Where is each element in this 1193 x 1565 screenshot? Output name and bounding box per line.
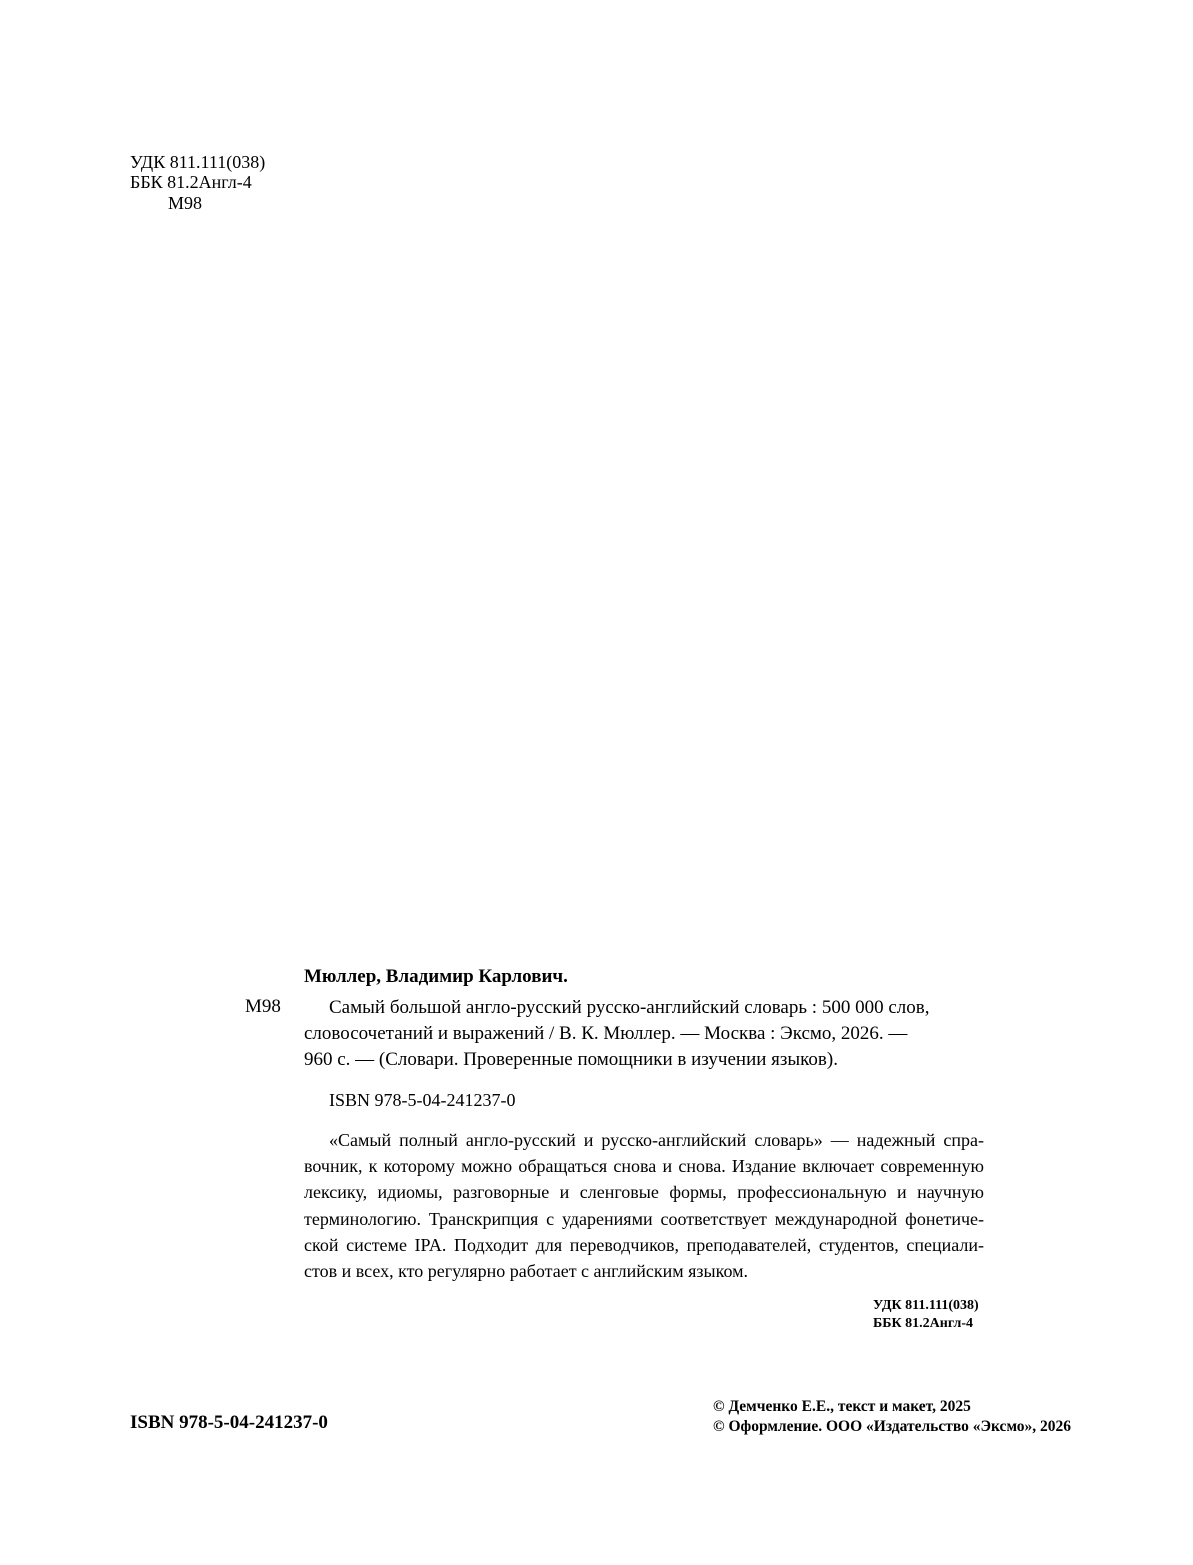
annotation-line: вочник, к которому можно обращаться снова и снова. Издание включает современную xyxy=(304,1156,984,1177)
annotation-line: терминологию. Транскрипция с ударениями соответствует международной фонетиче- xyxy=(304,1208,984,1229)
card-bbk-code: ББК 81.2Англ-4 xyxy=(873,1316,974,1331)
description-line: словосочетаний и выражений / В. К. Мюллер. — Москва : Эксмо, 2026. — xyxy=(304,1023,908,1044)
annotation-line: «Самый полный англо-русский и русско-английский словарь» — надежный спра- xyxy=(329,1130,984,1150)
copyright-line: © Оформление. ООО «Издательство «Эксмо», 2026 xyxy=(713,1418,1072,1435)
bbk-code: ББК 81.2Англ-4 xyxy=(130,172,252,192)
copyright-line: © Демченко Е.Е., текст и макет, 2025 xyxy=(713,1398,971,1415)
card-udk-code: УДК 811.111(038) xyxy=(873,1298,979,1313)
annotation xyxy=(304,1127,984,1284)
card-author-mark: М98 xyxy=(245,996,281,1017)
isbn-bottom: ISBN 978-5-04-241237-0 xyxy=(130,1412,328,1433)
annotation-line: стов и всех, кто регулярно работает с английским языком. xyxy=(304,1261,749,1282)
card-isbn: ISBN 978-5-04-241237-0 xyxy=(329,1090,516,1110)
author-heading: Мюллер, Владимир Карлович. xyxy=(304,966,568,987)
description-line: 960 с. — (Словари. Проверенные помощники в изучении языков). xyxy=(304,1049,838,1070)
annotation-line: лексику, идиомы, разговорные и сленговые формы, профессиональную и научную xyxy=(304,1182,984,1203)
udk-code: УДК 811.111(038) xyxy=(130,152,266,172)
annotation-line: ской системе IPA. Подходит для переводчиков, преподавателей, студентов, специали- xyxy=(304,1234,984,1255)
author-mark: М98 xyxy=(168,193,203,213)
description-line: Самый большой англо-русский русско-английский словарь : 500 000 слов, xyxy=(329,997,930,1018)
